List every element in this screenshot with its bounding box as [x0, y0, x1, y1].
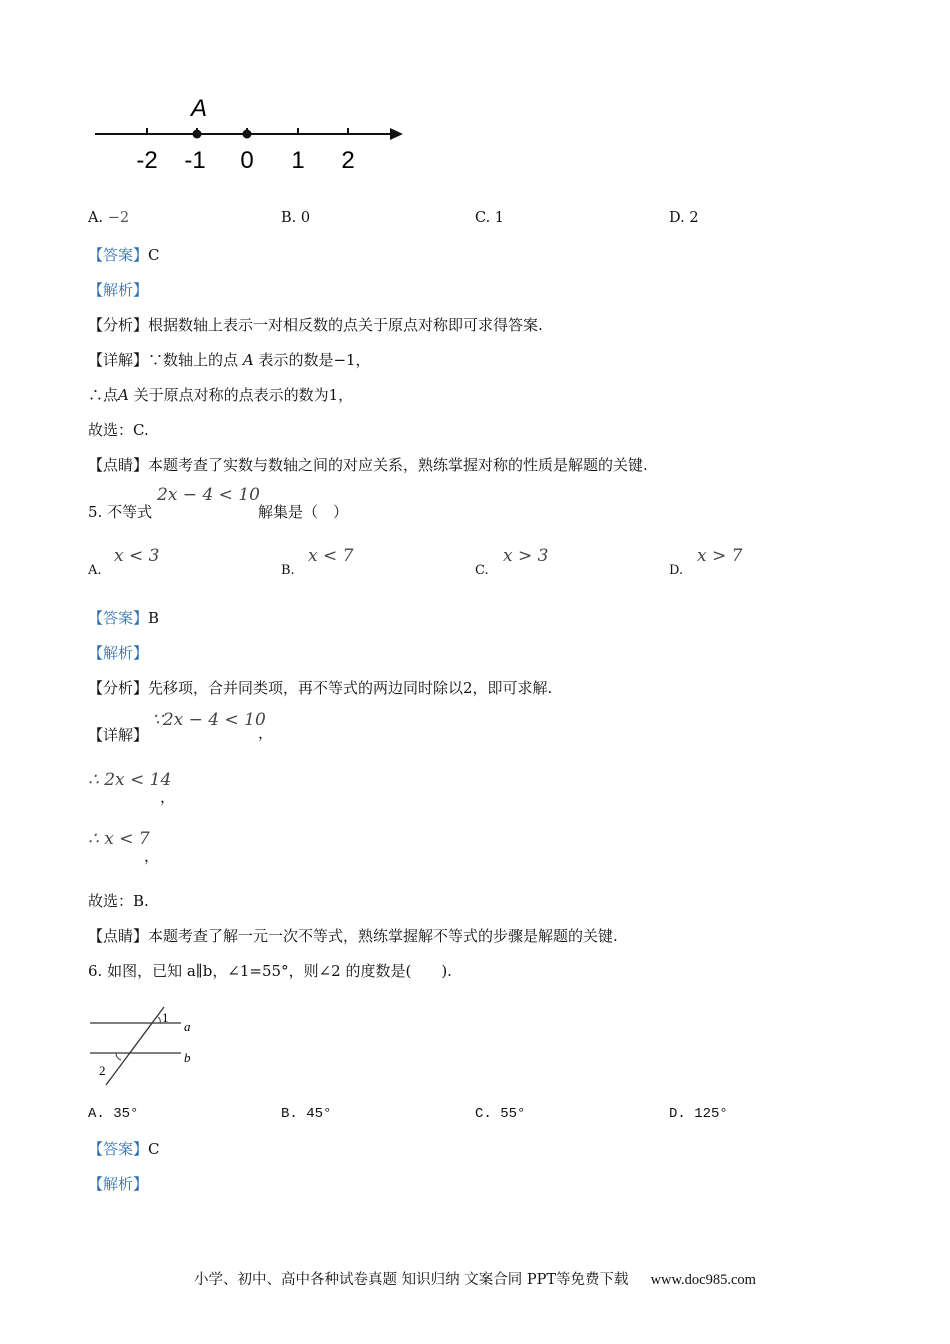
q4-option-b: B. 0	[281, 210, 311, 226]
tick-label: -2	[136, 147, 158, 174]
q5-option-a: A.	[88, 563, 102, 578]
origin-dot	[243, 130, 252, 139]
q5-step-1: ∴ 2x < 14	[88, 770, 172, 790]
q6-option-b: B. 45°	[281, 1106, 332, 1122]
q5-step-2-comma: ，	[144, 847, 160, 865]
q5-step-2: ∴ x < 7	[88, 829, 150, 849]
tick-label: 1	[291, 147, 305, 174]
q4-option-d: D. 2	[669, 210, 699, 226]
q6-option-c: C. 55°	[475, 1106, 526, 1122]
number-line-figure	[90, 90, 410, 185]
q5-answer: 【答案】B	[88, 609, 160, 627]
q5-option-b-math: x < 7	[308, 546, 354, 566]
tick-label: 2	[341, 147, 355, 174]
q5-analysis-heading: 【解析】	[88, 644, 149, 662]
point-a-label: A	[191, 95, 208, 122]
q5-comment: 【点睛】本题考查了解一元一次不等式，熟练掌握解不等式的步骤是解题的关键.	[88, 927, 618, 945]
q4-analysis-heading: 【解析】	[88, 281, 149, 299]
footer-text: 小学、初中、高中各种试卷真题 知识归纳 文案合同 PPT等免费下载	[194, 1272, 629, 1288]
q4-detail-2: ∴点A 关于原点对称的点表示的数为1，	[88, 386, 354, 404]
angle-1-arc	[158, 1017, 160, 1023]
q5-stem-math: 2x − 4 < 10	[157, 485, 260, 505]
angle-2-arc	[116, 1053, 121, 1060]
q5-detail-math: ∵2x − 4 < 10	[152, 710, 266, 730]
tick-label: -1	[184, 147, 206, 174]
q5-detail: 【详解】	[88, 726, 149, 744]
q5-option-b: B.	[281, 563, 295, 578]
q5-fenxi: 【分析】先移项，合并同类项，再不等式的两边同时除以2，即可求解.	[88, 679, 553, 697]
q5-option-c: C.	[475, 563, 489, 578]
transversal	[106, 1007, 164, 1085]
q4-detail: 【详解】∵数轴上的点 A 表示的数是−1，	[88, 351, 371, 369]
page-footer	[0, 1268, 950, 1289]
q4-option-a: A. −2	[88, 210, 130, 226]
q4-answer: 【答案】C	[88, 246, 160, 264]
point-a-dot	[193, 130, 202, 139]
angle-1-label: 1	[162, 1010, 169, 1025]
q5-option-c-math: x > 3	[503, 546, 549, 566]
q5-option-d: D.	[669, 563, 684, 578]
parallel-lines-figure	[86, 1005, 201, 1090]
q5-option-d-math: x > 7	[697, 546, 743, 566]
q4-fenxi: 【分析】根据数轴上表示一对相反数的点关于原点对称即可求得答案.	[88, 316, 543, 334]
q6-stem: 6. 如图，已知 a∥b，∠1=55°，则∠2 的度数是( ).	[88, 962, 452, 980]
q4-choose: 故选：C.	[88, 421, 149, 439]
q6-option-a: A. 35°	[88, 1106, 139, 1122]
q4-comment: 【点睛】本题考查了实数与数轴之间的对应关系，熟练掌握对称的性质是解题的关键.	[88, 456, 648, 474]
angle-2-label: 2	[99, 1063, 106, 1078]
footer-url[interactable]: www.doc985.com	[650, 1272, 756, 1288]
q5-stem-suffix: 解集是（ ）	[258, 503, 349, 521]
number-line-arrow	[390, 128, 403, 140]
q5-detail-comma: ，	[258, 724, 274, 742]
q4-option-c: C. 1	[475, 210, 505, 226]
q6-answer: 【答案】C	[88, 1140, 160, 1158]
tick-label: 0	[240, 147, 254, 174]
line-a-label: a	[184, 1019, 191, 1034]
q5-option-a-math: x < 3	[114, 546, 160, 566]
q6-option-d: D. 125°	[669, 1106, 728, 1122]
q5-step-1-comma: ，	[160, 788, 176, 806]
q6-analysis-heading: 【解析】	[88, 1175, 149, 1193]
q5-stem: 5. 不等式	[88, 503, 153, 521]
q5-choose: 故选：B.	[88, 892, 149, 910]
line-b-label: b	[184, 1050, 191, 1065]
